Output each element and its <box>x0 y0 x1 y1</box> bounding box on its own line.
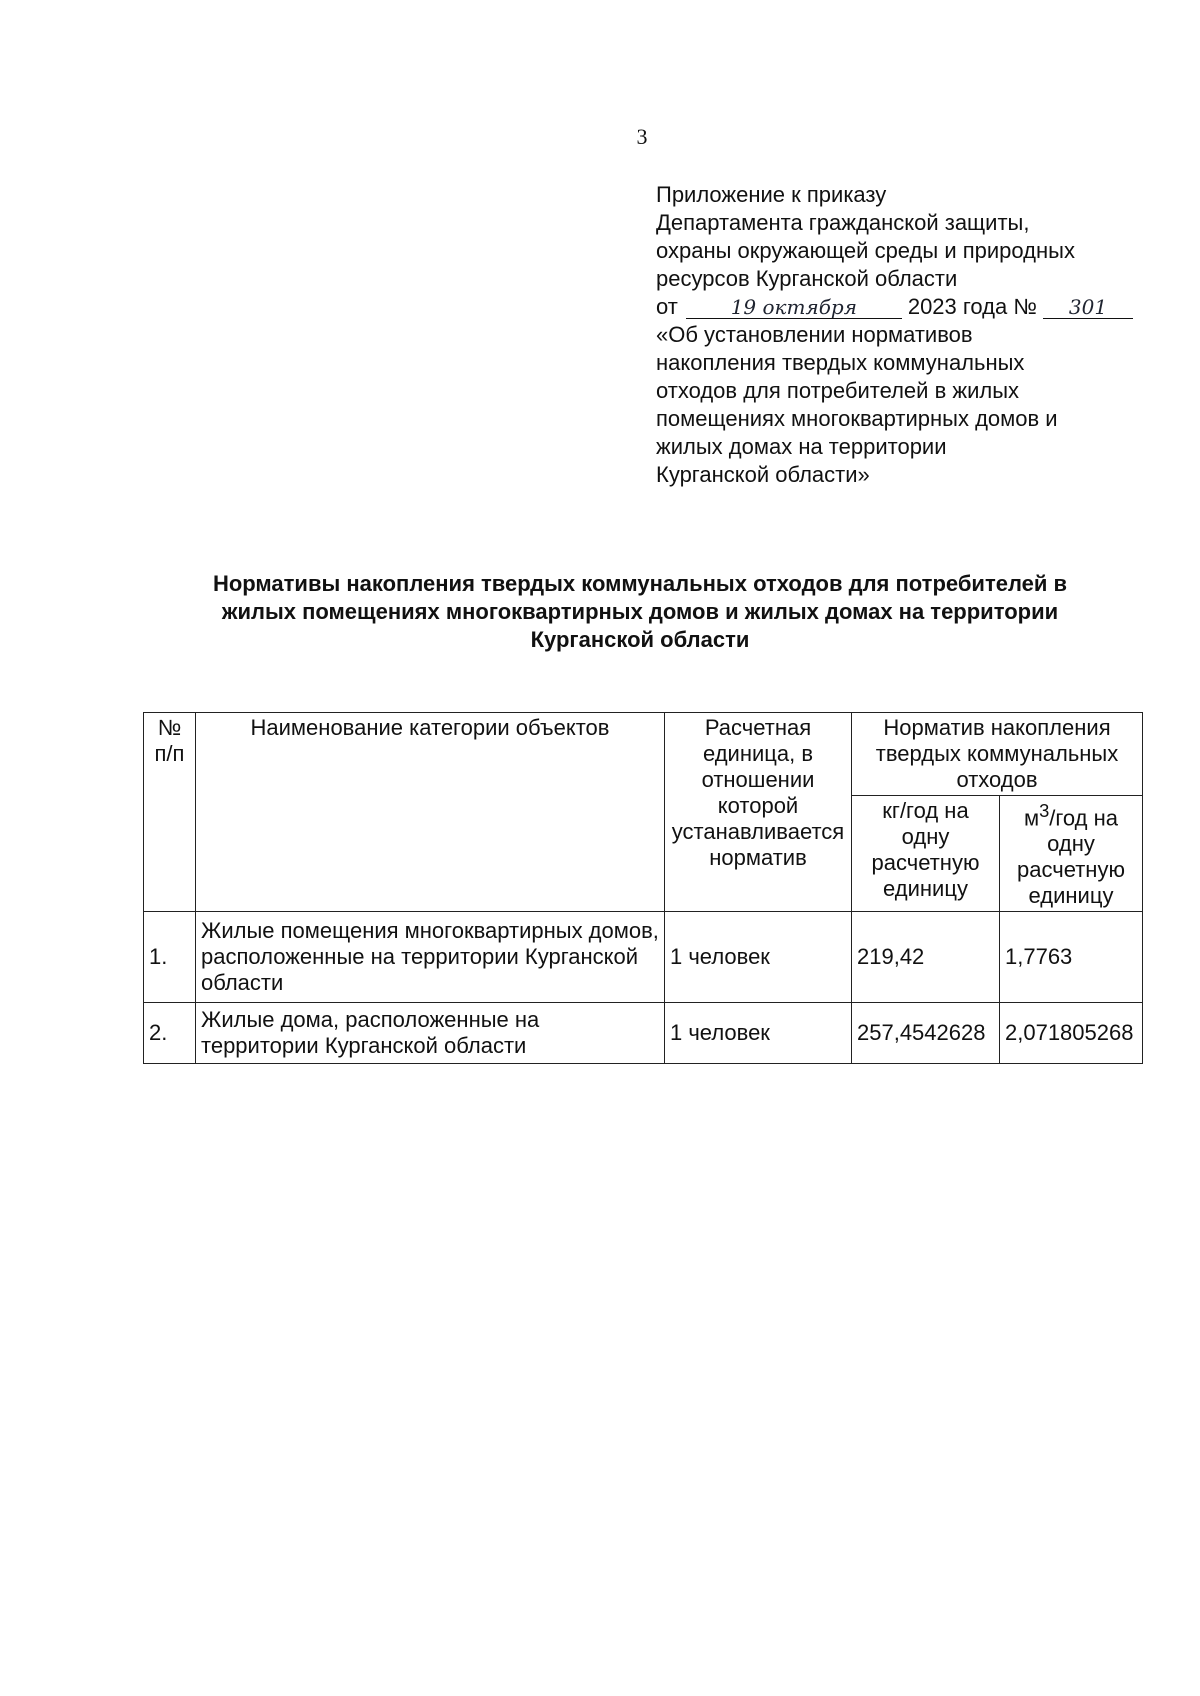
row-unit: 1 человек <box>665 912 852 1003</box>
row-unit: 1 человек <box>665 1003 852 1064</box>
m3-prefix: м <box>1023 805 1040 831</box>
subject-line: жилых домах на территории <box>656 434 947 459</box>
row-number: 1. <box>144 912 196 1003</box>
header-number: № п/п <box>144 713 196 912</box>
appendix-line: ресурсов Курганской области <box>656 266 958 291</box>
year-text: 2023 года № <box>907 294 1037 319</box>
title-line: Нормативы накопления твердых коммунальных отходов для потребителей в <box>212 571 1068 596</box>
row-m3-value: 2,071805268 <box>1000 1003 1143 1064</box>
row-m3-value: 1,7763 <box>1000 912 1143 1003</box>
row-category-name: Жилые дома, расположенные на территории Курганской области <box>196 1003 665 1064</box>
m3-superscript: 3 <box>1039 800 1050 821</box>
handwritten-date: 19 октября <box>686 296 902 319</box>
appendix-line: Департамента гражданской защиты, <box>656 210 1030 235</box>
order-date-line <box>656 293 1126 321</box>
row-kg-value: 219,42 <box>852 912 1000 1003</box>
subject-line: накопления твердых коммунальных <box>656 350 1025 375</box>
subject-line: Курганской области» <box>656 462 870 487</box>
header-norm-group: Норматив накопления твердых коммунальных отходов <box>852 713 1143 796</box>
m3-rest: /год на одну расчетную единицу <box>1017 805 1125 909</box>
row-kg-value: 257,4542628 <box>852 1003 1000 1064</box>
subject-line: помещениях многоквартирных домов и <box>656 406 1058 431</box>
table-row <box>144 1003 1143 1064</box>
header-unit: Расчетная единица, в отношении которой устанавливается норматив <box>665 713 852 912</box>
title-line: жилых помещениях многоквартирных домов и жилых домах на территории <box>221 599 1059 624</box>
appendix-line: охраны окружающей среды и природных <box>656 238 1075 263</box>
subject-line: отходов для потребителей в жилых <box>656 378 1020 403</box>
appendix-header <box>656 181 1126 489</box>
date-prefix: от <box>656 294 678 319</box>
row-category-name: Жилые помещения многоквартирных домов, расположенные на территории Курганской области <box>196 912 665 1003</box>
header-m3-per-year <box>1000 796 1143 912</box>
table-header-row <box>144 713 1143 796</box>
header-kg-per-year: кг/год на одну расчетную единицу <box>852 796 1000 912</box>
table-row <box>144 912 1143 1003</box>
appendix-line: Приложение к приказу <box>656 182 887 207</box>
handwritten-order-number: 301 <box>1043 296 1133 319</box>
subject-line: «Об установлении нормативов <box>656 322 973 347</box>
title-line: Курганской области <box>530 627 750 652</box>
header-category-name: Наименование категории объектов <box>196 713 665 912</box>
document-title <box>140 570 1140 654</box>
page-number: 3 <box>636 124 648 149</box>
row-number: 2. <box>144 1003 196 1064</box>
norms-table <box>143 712 1143 1064</box>
